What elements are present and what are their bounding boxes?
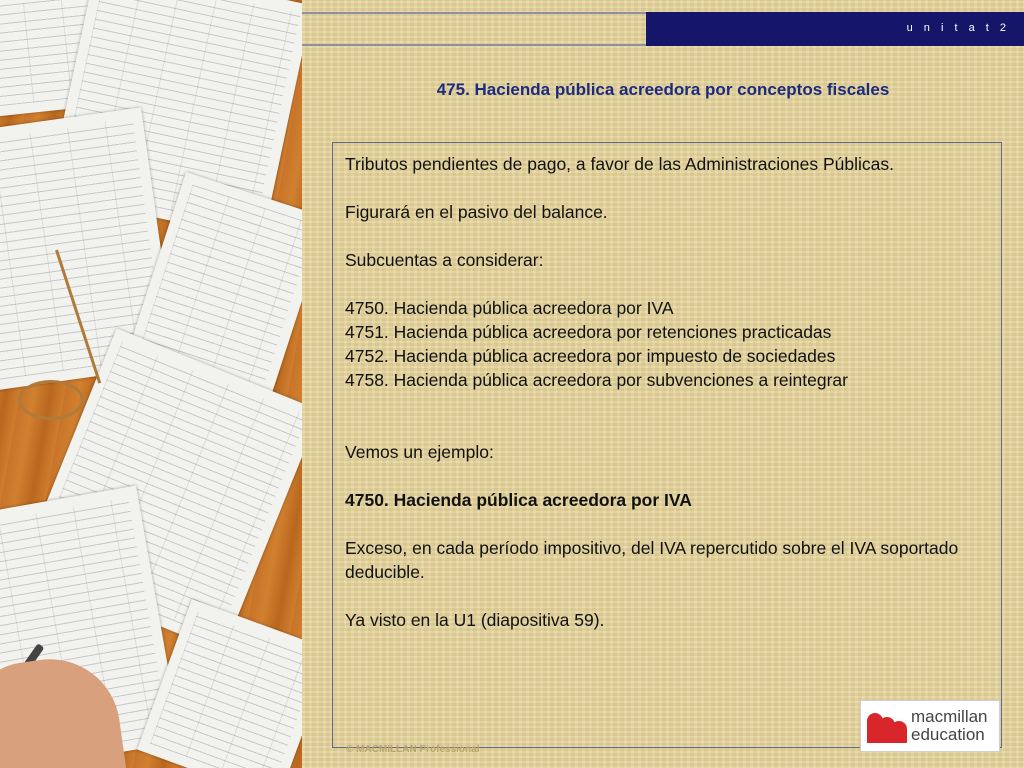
copyright-notice: © MACMILLAN Professional — [346, 744, 480, 755]
subaccount-item: 4751. Hacienda pública acreedora por retenciones practicadas — [345, 322, 832, 342]
example-title: 4750. Hacienda pública acreedora por IVA — [345, 490, 692, 510]
header-rule — [302, 12, 648, 14]
logo-line-1: macmillan — [911, 707, 988, 726]
subaccount-item: 4758. Hacienda pública acreedora por subvenciones a reintegrar — [345, 370, 848, 390]
unit-label: u n i t a t 2 — [906, 22, 1010, 34]
example-text: Exceso, en cada período impositivo, del IVA repercutido sobre el IVA soportado deducible. — [345, 538, 959, 582]
unit-band — [646, 12, 1024, 46]
reference-text: Ya visto en la U1 (diapositiva 59). — [345, 610, 605, 630]
decorative-photo — [0, 0, 302, 768]
slide-content — [302, 0, 1024, 768]
glasses-icon — [18, 380, 84, 420]
logo-line-2: education — [911, 725, 985, 744]
macmillan-logo-icon — [867, 709, 905, 743]
example-intro: Vemos un ejemplo: — [345, 442, 494, 462]
paragraph-definition: Tributos pendientes de pago, a favor de las Administraciones Públicas. — [345, 154, 894, 174]
subaccount-item: 4752. Hacienda pública acreedora por impuesto de sociedades — [345, 346, 836, 366]
macmillan-logo — [860, 700, 1000, 752]
paragraph-subaccounts-intro: Subcuentas a considerar: — [345, 250, 544, 270]
paragraph-balance: Figurará en el pasivo del balance. — [345, 202, 608, 222]
subaccount-item: 4750. Hacienda pública acreedora por IVA — [345, 298, 674, 318]
slide-title: 475. Hacienda pública acreedora por conceptos fiscales — [436, 80, 890, 99]
content-box — [332, 142, 1002, 748]
